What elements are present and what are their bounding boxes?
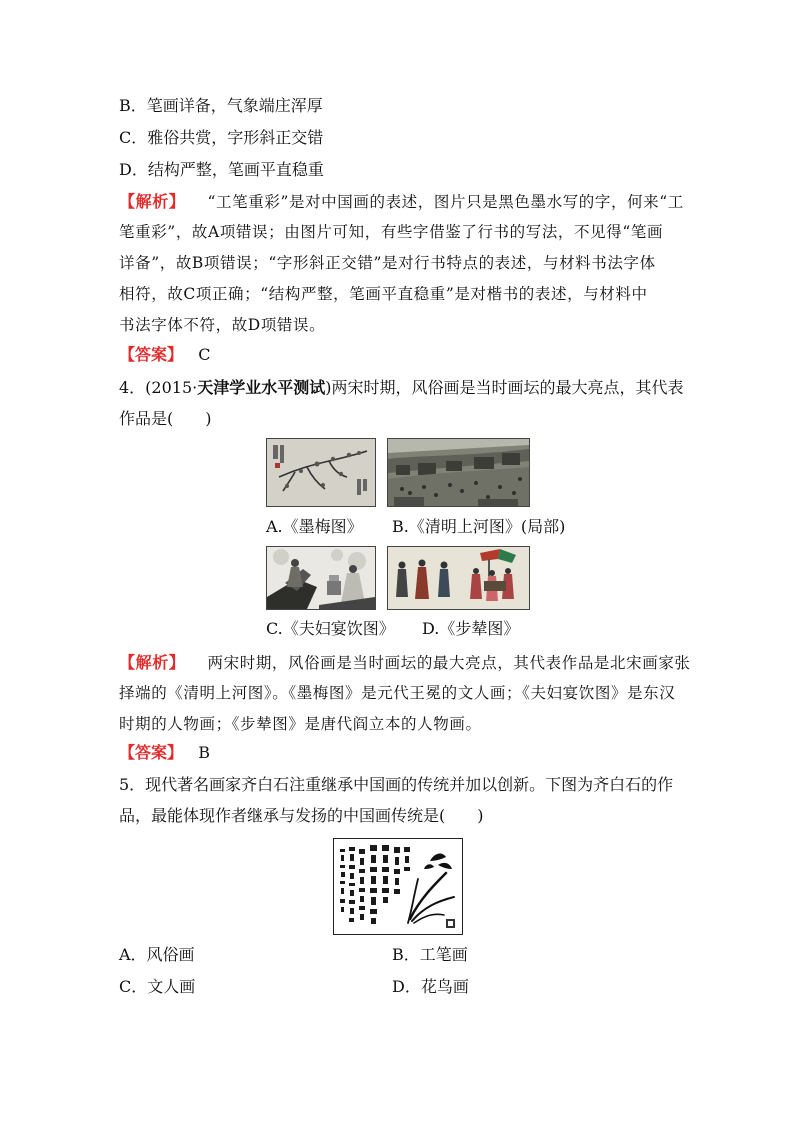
painting-moumei-image [266,438,376,507]
analysis-line: 相符，故C项正确；“结构严整，笔画平直稳重”是对楷书的表述，与材料中 [119,285,648,303]
analysis-tag: 【解析】 [119,653,186,672]
painting-banquet-image [266,546,376,610]
q4-stem-rest: )两宋时期，风俗画是当时画坛的最大亮点，其代表 [325,378,684,397]
q4-caption-c: C.《夫妇宴饮图》 [266,619,395,638]
q5-option-a: A．风俗画 [119,945,195,964]
analysis-line: 两宋时期，风俗画是当时画坛的最大亮点，其代表作品是北宋画家张 [207,654,691,672]
answer-value: B [198,743,211,762]
q3-analysis [119,186,684,341]
analysis-tag: 【解析】 [119,192,186,211]
bunian-painting-icon [388,547,529,609]
q3-option-d: D．结构严整，笔画平直稳重 [119,160,324,179]
analysis-line: “工笔重彩”是对中国画的表述，图片只是黑色墨水写的字，何来“工 [207,193,684,211]
analysis-line: 择端的《清明上河图》。《墨梅图》是元代王冕的文人画；《夫妇宴饮图》是东汉 [119,684,676,702]
q4-answer [119,743,210,763]
qi-baishi-painting-image [333,838,463,935]
q3-option-b: B．笔画详备，气象端庄浑厚 [119,96,323,115]
analysis-line: 时期的人物画；《步辇图》是唐代阎立本的人物画。 [119,715,482,733]
q5-stem-line1: 5．现代著名画家齐白石注重继承中国画的传统并加以创新。下图为齐白石的作 [119,775,674,794]
q3-option-c: C．雅俗共赏，字形斜正交错 [119,128,324,147]
answer-value: C [198,345,211,364]
q4-stem-source: 天津学业水平测试 [197,378,326,397]
q5-option-b: B．工笔画 [392,945,468,964]
painting-bunian-image [387,546,530,610]
analysis-line: 书法字体不符，故D项错误。 [119,316,326,334]
q4-stem-prefix: 4．(2015· [119,378,198,397]
orchid-calligraphy-icon [334,839,462,934]
q5-option-c: C．文人画 [119,977,196,996]
analysis-line: 详备”，故B项错误；“字形斜正交错”是对行书特点的表述，与材料书法字体 [119,254,656,272]
answer-tag: 【答案】 [119,743,184,762]
painting-qingming-image [387,438,530,507]
q4-stem-line1 [119,378,684,398]
q3-answer [119,345,211,365]
banquet-painting-icon [267,547,375,609]
q5-option-d: D．花鸟画 [392,977,469,996]
q5-stem-line2: 品，最能体现作者继承与发扬的中国画传统是( ) [119,806,484,825]
q4-caption-d: D.《步辇图》 [422,619,520,638]
qingming-scroll-icon [388,439,529,506]
analysis-line: 笔重彩”，故A项错误；由图片可知，有些字借鉴了行书的写法，不见得“笔画 [119,223,664,241]
q4-analysis [119,647,691,740]
answer-tag: 【答案】 [119,345,184,364]
q4-caption-a: A.《墨梅图》 [266,517,363,536]
q4-stem-line2: 作品是( ) [119,409,212,428]
q4-caption-b: B.《清明上河图》(局部) [392,517,566,536]
plum-blossom-painting-icon [267,439,375,506]
